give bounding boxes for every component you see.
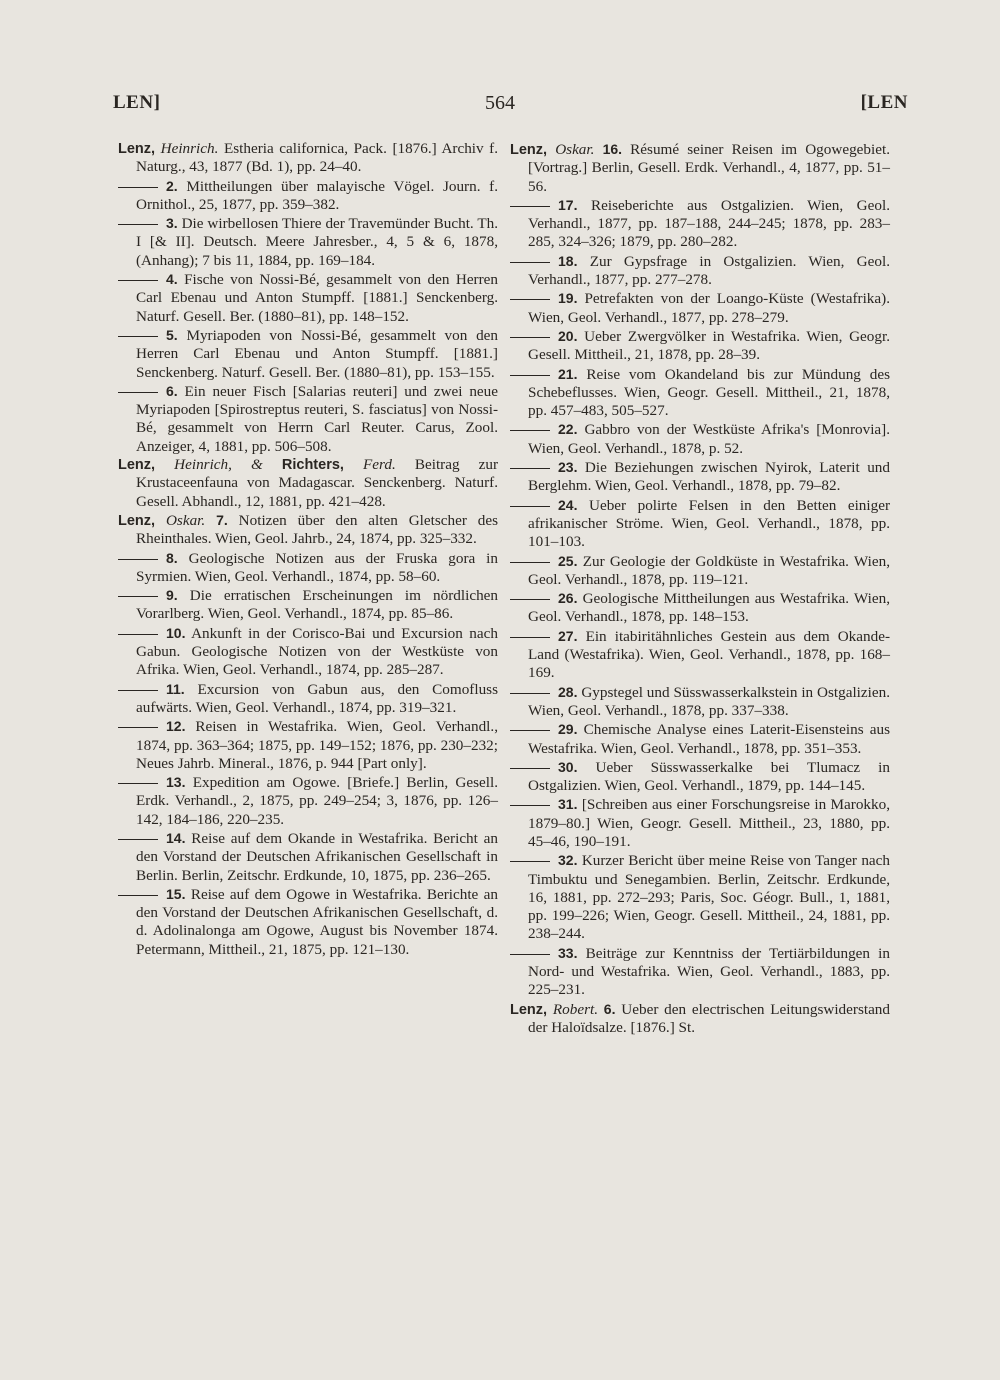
ditto-rule <box>118 187 158 188</box>
entry-number: 12. <box>166 718 186 735</box>
entry-text: Estheria californica, Pack. [1876.] Archiv f. Naturg., 43, 1877 (Bd. 1), pp. 24–40. <box>136 140 499 176</box>
entry-text: Ueber den electrischen Leitungswiderstand der Haloïdsalze. [1876.] St. <box>528 1000 890 1036</box>
entry-text: Excursion von Gabun aus, den Comofluss aufwärts. Wien, Geol. Verhandl., 1874, pp. 319–321. <box>136 680 498 716</box>
bibliography-entry <box>118 717 498 773</box>
bibliography-entry <box>510 720 890 758</box>
entry-number: 25. <box>558 552 578 569</box>
bibliography-entry <box>510 289 890 327</box>
bibliography-entry <box>510 1000 890 1038</box>
entry-text: [Schreiben aus einer Forschungsreise in Marokko, 1879–80.] Wien, Geogr. Gesell. Mittheil., 23, 1880, pp. 45–46, 190–191. <box>528 796 890 850</box>
entry-text: Geologische Notizen aus der Fruska gora in Syrmien. Wien, Geol. Verhandl., 1874, pp. 58–60. <box>136 549 498 585</box>
running-head-left: LEN] <box>113 92 161 113</box>
bibliography-entry <box>118 382 498 456</box>
bibliography-entry <box>118 773 498 829</box>
ditto-rule <box>118 280 158 281</box>
entry-text: Reise vom Okandeland bis zur Mündung des Schebeflusses. Wien, Geogr. Gesell. Mittheil., 21, 1878, pp. 457–483, 505–527. <box>528 365 890 420</box>
bibliography-entry <box>510 327 890 365</box>
bibliography-entry <box>510 196 890 252</box>
entry-number: 30. <box>558 758 578 775</box>
entry-text: Ankunft in der Corisco-Bai und Excursion nach Gabun. Geologische Notizen von der Westküste von Afrika. Wien, Geol. Verhandl., 1874, pp. 285–287. <box>136 624 498 679</box>
ditto-rule <box>510 562 550 563</box>
entry-text: Reiseberichte aus Ostgalizien. Wien, Geol. Verhandl., 1877, pp. 187–188, 244–245; 1878, pp. 283–285, 324–326; 1879, pp. 280–282. <box>528 196 891 251</box>
entry-number: 14. <box>166 829 186 846</box>
entry-text: Expedition am Ogowe. [Briefe.] Berlin, Gesell. Erdk. Verhandl., 2, 1875, pp. 249–254; 3, 1876, pp. 126–142, 184–186, 220–235. <box>136 774 499 828</box>
entry-number: 2. <box>166 177 178 194</box>
bibliography-entry <box>510 627 890 683</box>
entry-text: Mittheilungen über malayische Vögel. Journ. f. Ornithol., 25, 1877, pp. 359–382. <box>136 177 498 213</box>
entry-number: 19. <box>558 290 578 307</box>
bibliography-entry <box>118 270 498 326</box>
entry-number: 31. <box>558 796 578 813</box>
entry-number: 6. <box>166 382 178 399</box>
ditto-rule <box>510 430 550 431</box>
entry-number: 29. <box>558 721 578 738</box>
author-given-name: Oskar. <box>555 141 595 158</box>
ditto-rule <box>118 839 158 840</box>
bibliography-entry <box>510 589 890 627</box>
entry-number: 15. <box>166 885 186 902</box>
author-surname: Lenz, <box>118 457 156 474</box>
entry-text: Ueber Süsswasserkalke bei Tlumacz in Ostgalizien. Wien, Geol. Verhandl., 1879, pp. 144–145. <box>528 758 890 795</box>
entry-text: Beitrag zur Krustaceenfauna von Madagascar. Senckenberg. Naturf. Gesell. Abhandl., 12, 1881, pp. 421–428. <box>136 456 499 510</box>
bibliography-entry <box>118 624 498 680</box>
entry-text: Gabbro von der Westküste Afrika's [Monrovia]. Wien, Geol. Verhandl., 1878, p. 52. <box>528 421 891 457</box>
entry-text: Kurzer Bericht über meine Reise von Tanger nach Timbuktu und Senegambien. Berlin, Zeitschr. Erdkunde, 16, 1881, pp. 272–293; Paris, Soc. Géogr. Bull., 1, 1881, pp. 199–226; Wien, Geogr. Gesell. Mittheil., 24, 1881, pp. 238–244. <box>528 852 890 943</box>
author-given-name: Heinrich. <box>160 140 219 157</box>
bibliography-entry <box>118 586 498 624</box>
author-given-name: Oskar. <box>165 511 206 529</box>
entry-text: Ueber Zwergvölker in Westafrika. Wien, Geogr. Gesell. Mittheil., 21, 1878, pp. 28–39. <box>528 327 890 364</box>
bibliography-entry <box>510 252 890 290</box>
entry-number: 28. <box>558 683 578 700</box>
ditto-rule <box>118 895 158 896</box>
ditto-rule <box>510 637 550 638</box>
entry-number: 3. <box>166 215 178 232</box>
entry-text: Die erratischen Erscheinungen im nördlichen Vorarlberg. Wien, Geol. Verhandl., 1874, pp. 85–86. <box>136 587 498 623</box>
bibliography-entry <box>510 496 890 552</box>
entry-number: 5. <box>166 326 178 343</box>
author-surname: Lenz, <box>510 1001 548 1018</box>
ditto-rule <box>118 634 158 635</box>
entry-number: 10. <box>166 624 186 641</box>
bibliography-entry <box>118 829 498 885</box>
coauthor-surname: Richters, <box>281 457 344 474</box>
entry-text: Résumé seiner Reisen im Ogowegebiet. [Vortrag.] Berlin, Gesell. Erdk. Verhandl., 4, 1877, pp. 51–56. <box>528 141 890 195</box>
ditto-rule <box>510 861 550 862</box>
bibliography-entry <box>510 552 890 590</box>
entry-number: 7. <box>216 511 228 528</box>
entry-text: Notizen über den alten Gletscher des Rheinthales. Wien, Geol. Jahrb., 24, 1874, pp. 325–332. <box>136 511 499 548</box>
ditto-rule <box>510 375 550 376</box>
bibliography-entry <box>118 214 498 270</box>
bibliography-entry <box>118 140 498 177</box>
entry-number: 13. <box>166 774 186 791</box>
bibliography-entry <box>118 456 498 511</box>
entry-text: Zur Gypsfrage in Ostgalizien. Wien, Geol. Verhandl., 1877, pp. 277–278. <box>528 252 891 289</box>
bibliography-entry <box>118 511 498 549</box>
bibliography-entry <box>510 140 890 196</box>
entry-text: Fische von Nossi-Bé, gesammelt von den Herren Carl Ebenau und Anton Stumpff. [1881.] Senckenberg. Naturf. Gesell. Ber. (1880–81), pp. 148–152. <box>136 271 499 325</box>
entry-text: Reisen in Westafrika. Wien, Geol. Verhandl., 1874, pp. 363–364; 1875, pp. 149–152; 1876, pp. 230–232; Neues Jahrb. Mineral., 1876, p. 944 [Part only]. <box>136 718 499 772</box>
entry-number: 22. <box>558 421 578 438</box>
entry-text: Chemische Analyse eines Laterit-Eisensteins aus Westafrika. Wien, Geol. Verhandl., 1878, pp. 351–353. <box>528 721 891 757</box>
entry-number: 16. <box>602 141 623 157</box>
ditto-rule <box>510 468 550 469</box>
entry-text: Zur Geologie der Goldküste in Westafrika. Wien, Geol. Verhandl., 1878, pp. 119–121. <box>528 552 891 588</box>
ditto-rule <box>510 299 550 300</box>
entry-text: Die Beziehungen zwischen Nyirok, Laterit und Berglehm. Wien, Geol. Verhandl., 1878, pp. 79–82. <box>528 459 890 495</box>
bibliography-entry <box>118 326 498 382</box>
bibliography-entry <box>510 795 890 851</box>
ditto-rule <box>510 262 550 263</box>
right-column <box>510 140 890 1037</box>
ditto-rule <box>510 730 550 731</box>
ditto-rule <box>510 805 550 806</box>
ditto-rule <box>118 727 158 728</box>
entry-number: 32. <box>558 852 578 869</box>
bibliography-entry <box>118 549 498 587</box>
ditto-rule <box>510 954 550 955</box>
ditto-rule <box>118 690 158 691</box>
ditto-rule <box>118 783 158 784</box>
ditto-rule <box>118 336 158 337</box>
entry-text: Reise auf dem Ogowe in Westafrika. Berichte an den Vorstand der Deutschen Afrikanischen Gesellschaft, d. d. Adolinalonga am Ogowe, August bis November 1874. Petermann, Mittheil., 21, 1875, pp. 121–130. <box>136 885 498 958</box>
ditto-rule <box>118 559 158 560</box>
entry-number: 26. <box>558 590 578 607</box>
entry-number: 33. <box>558 944 578 961</box>
entry-text: Reise auf dem Okande in Westafrika. Bericht an den Vorstand der Deutschen Afrikanischen Gesellschaft in Berlin. Berlin, Zeitschr. Erdkunde, 10, 1875, pp. 236–265. <box>136 829 498 884</box>
bibliography-entry <box>510 458 890 496</box>
entry-number: 6. <box>603 1000 616 1017</box>
author-given-name: Heinrich, & <box>174 456 263 474</box>
ditto-rule <box>118 392 158 393</box>
author-surname: Lenz, <box>510 142 548 158</box>
entry-text: Die wirbellosen Thiere der Travemünder Bucht. Th. I [& II]. Deutsch. Meere Jahresber., 4, 5 & 6, 1878, (Anhang); 7 bis 11, 1884, pp. 169–184. <box>136 215 499 269</box>
bibliography-entry <box>510 420 890 458</box>
ditto-rule <box>118 596 158 597</box>
author-surname: Lenz, <box>118 512 156 529</box>
entry-number: 18. <box>558 252 578 269</box>
coauthor-given-name: Ferd. <box>363 456 396 474</box>
ditto-rule <box>118 224 158 225</box>
bibliography-entry <box>510 851 890 943</box>
entry-text: Ein itabiritähnliches Gestein aus dem Okande-Land (Westafrika). Wien, Geol. Verhandl., 1878, pp. 168–169. <box>528 627 891 682</box>
entry-number: 21. <box>558 365 578 382</box>
entry-text: Ein neuer Fisch [Salarias reuteri] und zwei neue Myriapoden [Spirostreptus reuteri, S. fasciatus] von Nossi-Bé, gesammelt von Herrn Carl Reuter. Carus, Zool. Anzeiger, 4, 1881, pp. 506–508. <box>136 382 499 455</box>
bibliography-entry <box>510 365 890 421</box>
entry-text: Geologische Mittheilungen aus Westafrika. Wien, Geol. Verhandl., 1878, pp. 148–153. <box>528 590 891 626</box>
entry-text: Ueber polirte Felsen in den Betten einiger afrikanischer Ströme. Wien, Geol. Verhandl., 1878, pp. 101–103. <box>528 496 891 551</box>
entry-number: 9. <box>166 587 178 604</box>
author-given-name: Robert. <box>552 1000 598 1018</box>
entry-number: 17. <box>558 196 578 213</box>
ditto-rule <box>510 506 550 507</box>
bibliography-entry <box>510 683 890 721</box>
bibliography-entry <box>118 885 498 959</box>
entry-number: 8. <box>166 549 178 566</box>
page-number: 564 <box>485 92 515 114</box>
entry-text: Myriapoden von Nossi-Bé, gesammelt von den Herren Carl Ebenau und Anton Stumpff. [1881.] Senckenberg. Naturf. Gesell. Ber. (1880–81), pp. 153–155. <box>136 326 499 381</box>
ditto-rule <box>510 768 550 769</box>
entry-number: 20. <box>558 327 578 344</box>
entry-number: 11. <box>166 680 185 697</box>
entry-text: Petrefakten von der Loango-Küste (Westafrika). Wien, Geol. Verhandl., 1877, pp. 278–279. <box>528 290 890 326</box>
entry-number: 23. <box>558 459 578 476</box>
running-head-right: [LEN <box>860 92 908 113</box>
author-surname: Lenz, <box>118 141 156 157</box>
ditto-rule <box>510 206 550 207</box>
entry-number: 27. <box>558 627 578 644</box>
left-column <box>118 140 498 959</box>
bibliography-entry <box>510 944 890 1000</box>
entry-number: 24. <box>558 496 578 513</box>
ditto-rule <box>510 337 550 338</box>
entry-text: Gypstegel und Süsswasserkalkstein in Ostgalizien. Wien, Geol. Verhandl., 1878, pp. 337–338. <box>528 683 890 719</box>
entry-text: Beiträge zur Kenntniss der Tertiärbildungen in Nord- und Westafrika. Wien, Geol. Verhandl., 1883, pp. 225–231. <box>528 944 890 999</box>
ditto-rule <box>510 693 550 694</box>
bibliography-entry <box>118 177 498 215</box>
entry-number: 4. <box>166 271 178 288</box>
ditto-rule <box>510 599 550 600</box>
bibliography-entry <box>118 680 498 718</box>
bibliography-entry <box>510 758 890 796</box>
